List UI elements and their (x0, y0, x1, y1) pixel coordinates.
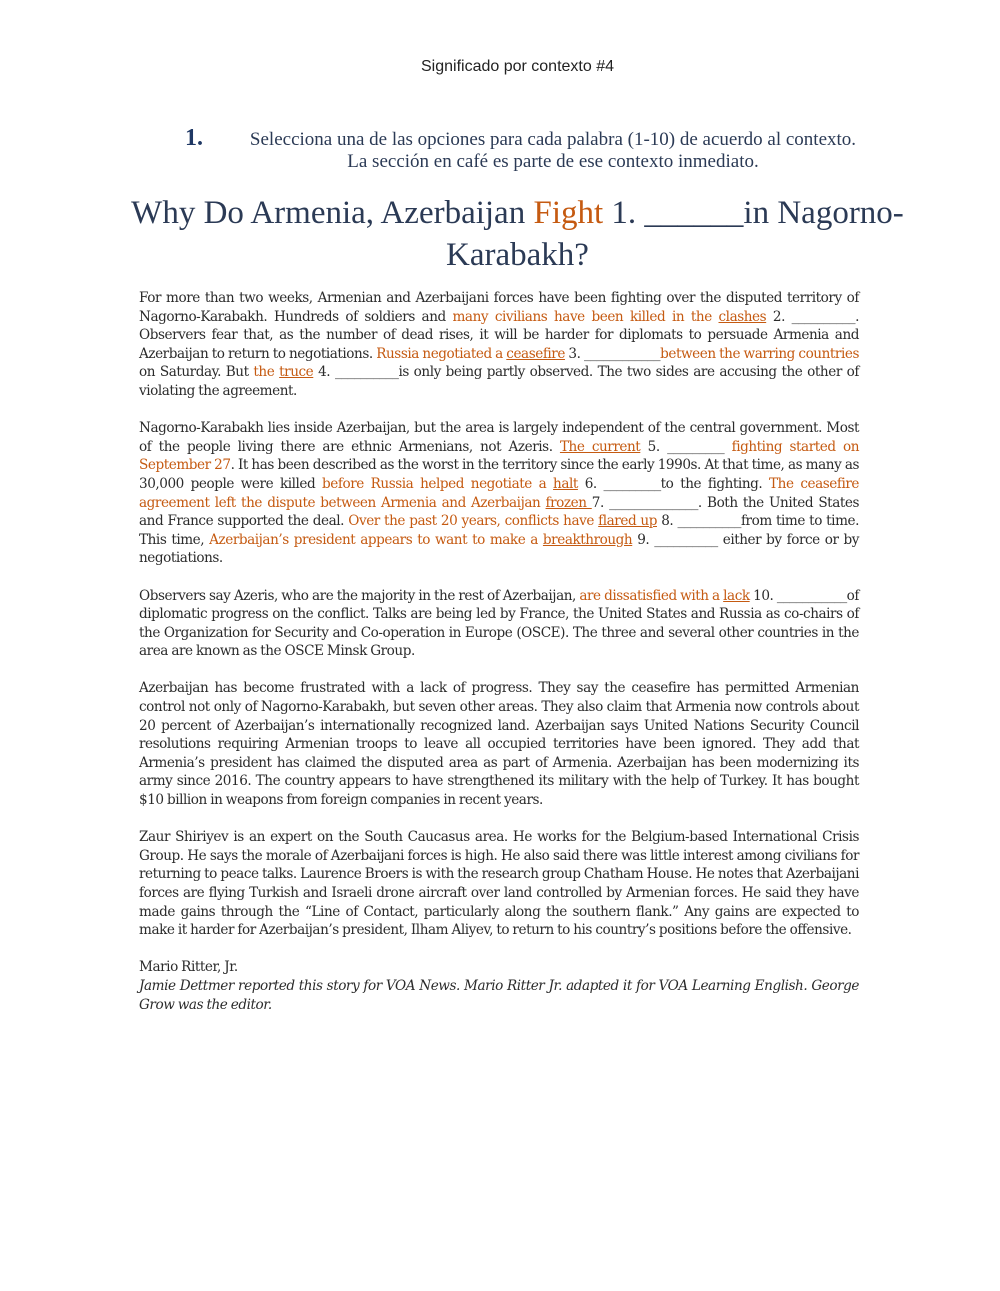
p3-text-2: 10. ___________of diplomatic progress on the conflict. Talks are being led by France, the United States and Russia as co-chairs of the Organization for Security and Co-operation in Europe (OSCE). The three and several other countries in the area are known as the OSCE Minsk Group. (139, 587, 859, 660)
p1-context-4: the (253, 364, 280, 381)
p2-context-2: before Russia helped negotiate a (322, 475, 554, 492)
p2-keyword-frozen: frozen (545, 494, 592, 511)
p1-keyword-truce: truce (279, 364, 314, 381)
p1-text-3: 3. ____________ (564, 345, 661, 362)
p1-text-5: 4. __________is only being partly observed. The two sides are accusing the other of violating the agreement. (139, 364, 859, 399)
p2-keyword-flared-up: flared up (598, 513, 657, 530)
p2-context-4: Over the past 20 years, conflicts have (348, 513, 599, 530)
paragraph-5: Zaur Shiriyev is an expert on the South Caucasus area. He works for the Belgium-based International Crisis Group. He says the morale of Azerbaijani forces is high. He also said there was little interest among civilians for returning to peace talks. Laurence Broers is with the research group Chatham House. He notes that Azerbaijani forces are flying Turkish and Israeli drone aircraft over land controlled by Armenian forces. He said they have made gains through the “Line of Contact, particularly along the southern flank.” Any gains are expected to make it harder for Azerbaijan’s president, Ilham Aliyev, to return to his country’s positions before the offensive. (139, 829, 859, 939)
p1-text-1: For more than two weeks, Armenian and Azerbaijani forces have been fighting over the disputed territory of Nagorno-Karabakh. Hundreds of soldiers and (139, 290, 859, 325)
p2-text-6: 8. __________from time to time. This time, (139, 513, 859, 548)
article-headline (100, 192, 935, 276)
p2-text-4: 6. _________to the fighting. (577, 475, 770, 492)
p1-context-1: many civilians have been killed in the (452, 308, 719, 325)
headline-part1: Why Do Armenia, Azerbaijan (131, 195, 534, 231)
p1-keyword-ceasefire: ceasefire (506, 345, 565, 362)
p1-text-2: 2. __________. Observers fear that, as the number of dead rises, it will be harder for diplomats to persuade Armenia and Azerbaijan to return to negotiations. (139, 308, 860, 362)
p2-text-5: 7. ______________. Both the United States and France supported the deal. (139, 494, 859, 530)
paragraph-4: Azerbaijan has become frustrated with a lack of progress. They say the ceasefire has permitted Armenian control not only of Nagorno-Karabakh, but seven other areas. They also claim that Armenia now controls about 20 percent of Azerbaijan’s internationally recognized land. Azerbaijan says United Nations Security Council resolutions requiring Armenian troops to leave all occupied territories have been ignored. They add that Armenia’s president has claimed the disputed area as part of Armenia. Azerbaijan has been modernizing its army since 2016. The country appears to have strengthened its military with the help of Turkey. It has bought $10 billion in weapons from foreign companies in recent years. (139, 680, 859, 809)
p2-context-5: Azerbaijan’s president appears to want to make a (209, 531, 543, 548)
p1-text-4: on Saturday. But (139, 364, 254, 381)
p1-context-3: between the warring countries (660, 345, 859, 362)
p2-keyword-halt: halt (553, 475, 578, 492)
p1-context-2: Russia negotiated a (376, 345, 507, 362)
p3-keyword-lack: lack (723, 587, 750, 604)
headline-part2: 1. ______in Nagorno-Karabakh? (446, 195, 904, 273)
page-title: Significado por contexto #4 (420, 58, 614, 75)
p2-keyword-breakthrough: breakthrough (542, 531, 633, 548)
paragraph-3 (139, 587, 859, 661)
paragraph-1 (139, 289, 859, 401)
instruction-number: 1. (185, 125, 203, 151)
article-body (139, 289, 859, 1014)
paragraph-2 (139, 419, 859, 568)
p2-context-1: fighting started on September 27 (139, 438, 860, 474)
headline-highlight: Fight (533, 195, 604, 231)
p2-text-2: 5. _________ (640, 438, 732, 455)
instruction-text: Selecciona una de las opciones para cada palabra (1-10) de acuerdo al contexto. La sección en café es parte de ese contexto inmediato. (249, 129, 857, 172)
p2-keyword-current: The current (559, 438, 641, 455)
byline: Mario Ritter, Jr. (139, 959, 238, 976)
p3-text-1: Observers say Azeris, who are the majority in the rest of Azerbaijan, (139, 587, 580, 604)
credits: Jamie Dettmer reported this story for VOA News. Mario Ritter Jr. adapted it for VOA Learning English. George Grow was the editor. (139, 977, 859, 1013)
p2-text-3: . It has been described as the worst in the territory since the early 1990s. At that time, as many as 30,000 people were killed (139, 457, 859, 492)
p1-keyword-clashes: clashes (718, 308, 767, 325)
p2-context-3: The ceasefire agreement left the dispute between Armenia and Azerbaijan (139, 475, 859, 511)
p3-context-1: are dissatisfied with a (579, 587, 724, 604)
p2-text-1: Nagorno-Karabakh lies inside Azerbaijan, but the area is largely independent of the central government. Most of the people living there are ethnic Armenians, not Azeris. (139, 420, 859, 455)
p2-text-7: 9. __________ either by force or by negotiations. (139, 531, 859, 567)
